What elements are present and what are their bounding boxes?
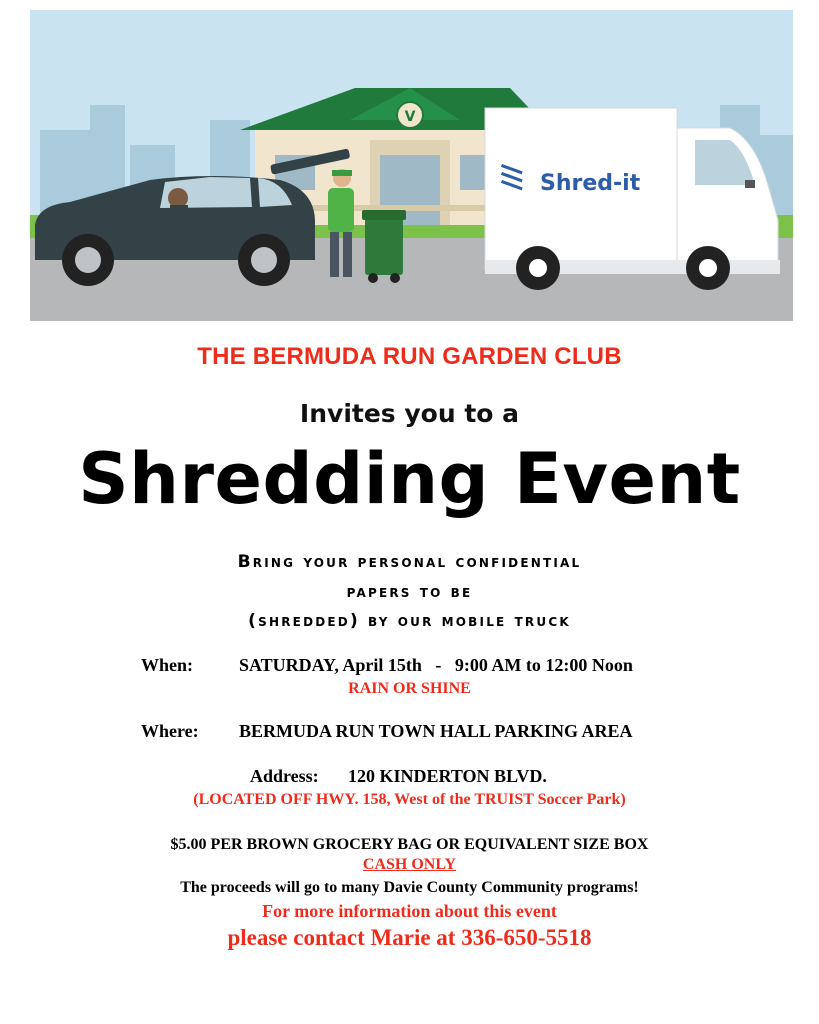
info-line: For more information about this event (262, 901, 557, 921)
bring-line-2: papers to be (346, 582, 473, 602)
bring-line-1: Bring your personal confidential (237, 552, 582, 572)
invite-line: Invites you to a (299, 399, 520, 428)
address-label: Address: (250, 766, 319, 786)
when-value: SATURDAY, April 15th - 9:00 AM to 12:00 Noon (239, 655, 633, 675)
pricing-text: $5.00 PER BROWN GROCERY BAG OR EQUIVALENT SIZE BOX (170, 836, 649, 853)
address-value: 120 KINDERTON BLVD. (348, 766, 547, 786)
where-label: Where: (141, 721, 199, 741)
club-name: THE BERMUDA RUN GARDEN CLUB (197, 343, 622, 370)
hero-illustration (30, 10, 793, 321)
event-title: Shredding Event (78, 438, 741, 520)
address-note: (LOCATED OFF HWY. 158, West of the TRUIST Soccer Park) (193, 791, 626, 808)
svg-text:V: V (404, 109, 416, 125)
proceeds-text: The proceeds will go to many Davie County Community programs! (180, 879, 639, 896)
truck-brand-text: Shred-it (540, 171, 641, 196)
bring-line-3: (shredded) by our mobile truck (248, 611, 571, 631)
cash-only-note: CASH ONLY (362, 856, 457, 873)
where-value: BERMUDA RUN TOWN HALL PARKING AREA (239, 721, 633, 741)
rain-or-shine-note: RAIN OR SHINE (348, 680, 471, 697)
when-label: When: (141, 655, 194, 675)
truck-illustration (485, 108, 780, 290)
contact-line: please contact Marie at 336-650-5518 (227, 925, 592, 950)
